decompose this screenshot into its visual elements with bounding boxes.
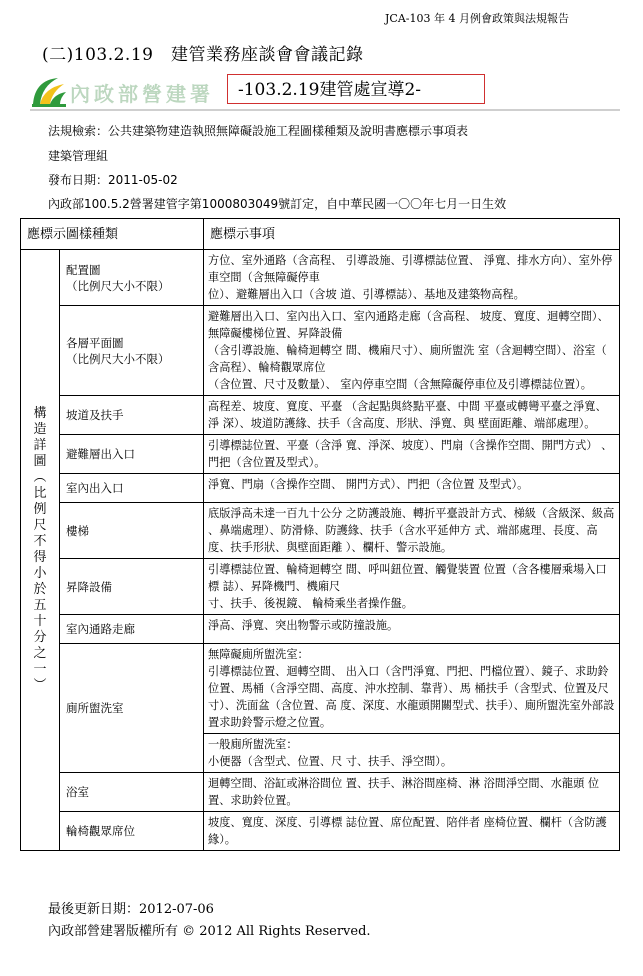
row-requirements: 坡度、寬度、深度、引導標 誌位置、席位配置、陪伴者 座椅位置、欄杆（含防護緣）。 [204, 812, 620, 851]
vertical-label-char: 例 [33, 502, 47, 517]
last-updated: 最後更新日期：2012-07-06 [48, 902, 214, 917]
vertical-label-char: 比 [33, 486, 47, 501]
vertical-label-char: 尺 [33, 518, 47, 533]
logo-text: 內政部營建署 [70, 82, 214, 106]
row-type-name: 廁所盥洗室 [60, 644, 204, 773]
row-type-name: 輪椅觀眾席位 [60, 812, 204, 851]
table-row [21, 503, 620, 559]
vertical-label-char: 詳 [33, 438, 47, 453]
row-requirements: 高程差、坡度、寬度、平臺 （含起點與終點平臺、中間 平臺或轉彎平臺之淨寬、淨 深）、坡道防護緣、扶手（含高度、形狀、淨寬、與 壁面距離、端部處理）。 [204, 396, 620, 435]
report-header: JCA-103 年 4 月例會政策與法規報告 [385, 12, 569, 25]
row-requirements: 方位、室外通路（含高程、 引導設施、引導標誌位置、 淨寬、排水方向）、室外停 車空間（含無障礙停車 位）、避難層出入口（含坡 道、引導標誌）、基地及建築物高程。 [204, 250, 620, 306]
cpami-emblem-icon [30, 74, 68, 108]
vertical-category-label [21, 250, 60, 851]
section-title: (二)103.2.19 建管業務座談會會議記錄 [42, 45, 364, 65]
vertical-label-char: 不 [33, 534, 47, 549]
row-type-name: 坡道及扶手 [60, 396, 204, 435]
row-requirements: 引導標誌位置、輪椅迴轉空 間、呼叫鈕位置、觸覺裝置 位置（含各樓層乘場入口標 誌）、昇降機門、機廂尺 寸、扶手、後視鏡、 輪椅乘坐者操作盤。 [204, 559, 620, 615]
department: 建築管理組 [48, 149, 109, 163]
vertical-label-char: 一 [33, 662, 47, 677]
vertical-label-char: 構 [33, 406, 47, 421]
logo-divider [30, 109, 620, 111]
spec-table [20, 218, 620, 851]
regulation-title: 法規檢索：公共建築物建造執照無障礙設施工程圖樣種類及說明書應標示事項表 [48, 124, 469, 138]
row-type-name: 各層平面圖 （比例尺大小不限） [60, 306, 204, 396]
table-row [21, 773, 620, 812]
table-row [21, 435, 620, 474]
row-type-name: 樓梯 [60, 503, 204, 559]
column-header-items: 應標示事項 [204, 219, 620, 250]
row-requirements: 無障礙廁所盥洗室： 引導標誌位置、迴轉空間、 出入口（含門淨寬、門把、門檔位置）、鏡子、求助鈴 位置、馬桶（含淨空間、高度、沖水控制、靠背）、馬 桶扶手（含型式、位置及尺寸）、洗面盆（含位置、高 度、深度、水龍頭開關型式、扶手）、廁所盥洗室外部設置求助鈴警示燈之位置。 [204, 644, 620, 734]
table-row [21, 812, 620, 851]
row-requirements: 淨寬、門扇（含操作空間、 開門方式）、門把（含位置 及型式）。 [204, 474, 620, 503]
row-type-name: 昇降設備 [60, 559, 204, 615]
row-type-name: 配置圖 （比例尺大小不限） [60, 250, 204, 306]
vertical-label-char: 十 [33, 614, 47, 629]
row-requirements: 迴轉空間、浴缸或淋浴間位 置、扶手、淋浴間座椅、淋 浴間淨空間、水龍頭 位置、求助鈴位置。 [204, 773, 620, 812]
table-row [21, 474, 620, 503]
row-requirements: 一般廁所盥洗室： 小便器（含型式、位置、尺 寸、扶手、淨空間）。 [204, 734, 620, 773]
logo-bar [30, 74, 620, 110]
row-requirements: 引導標誌位置、平臺（含淨 寬、淨深、坡度）、門扇（含操作空間、開門方式） 、門把（含位置及型式）。 [204, 435, 620, 474]
column-header-type: 應標示圖樣種類 [21, 219, 204, 250]
vertical-label-char: 造 [33, 422, 47, 437]
table-row [21, 615, 620, 644]
vertical-label-char: 小 [33, 566, 47, 581]
publish-date: 發布日期：2011-05-02 [48, 173, 178, 187]
vertical-label-char: ︵ [33, 470, 47, 485]
row-requirements: 避難層出入口、室內出入口、室內通路走廊（含高程、 坡度、寬度、迴轉空間）、 無障礙樓梯位置、昇降設備 （含引導設施、輪椅迴轉空 間、機廂尺寸）、廁所盥洗 室（含迴轉空間）、浴室（ 含高程）、輪椅觀眾席位 （含位置、尺寸及數量）、 室內停車空間（含無障礙停車位及引導標誌位置）。 [204, 306, 620, 396]
row-type-name: 室內出入口 [60, 474, 204, 503]
vertical-label-char: 之 [33, 646, 47, 661]
row-requirements: 淨高、淨寬、突出物警示或防撞設施。 [204, 615, 620, 644]
enactment-note: 內政部100.5.2營署建管字第1000803049號訂定，自中華民國一〇〇年七月一日生效 [48, 197, 507, 211]
table-row [21, 559, 620, 615]
vertical-label-char: 得 [33, 550, 47, 565]
table-row [21, 306, 620, 396]
row-requirements: 底版淨高未達一百九十公分 之防護設施、轉折平臺設計方式、梯級（含級深、級高 、鼻端處理）、防滑條、防護緣、扶手（含水平延伸方 式、端部處理、長度、高度、扶手形狀、與壁面距離 ）、欄杆、警示設施。 [204, 503, 620, 559]
row-type-name: 浴室 [60, 773, 204, 812]
vertical-label-char: 分 [33, 630, 47, 645]
banner-caption: -103.2.19建管處宣導2- [227, 74, 485, 104]
table-row [21, 250, 620, 306]
row-type-name: 避難層出入口 [60, 435, 204, 474]
vertical-label-char: 五 [33, 598, 47, 613]
vertical-label-char: 於 [33, 582, 47, 597]
table-row [21, 644, 620, 734]
table-row [21, 396, 620, 435]
vertical-label-char: 圖 [33, 454, 47, 469]
vertical-label-char: ︶ [33, 678, 47, 693]
row-type-name: 室內通路走廊 [60, 615, 204, 644]
copyright: 內政部營建署版權所有 © 2012 All Rights Reserved. [48, 924, 371, 939]
